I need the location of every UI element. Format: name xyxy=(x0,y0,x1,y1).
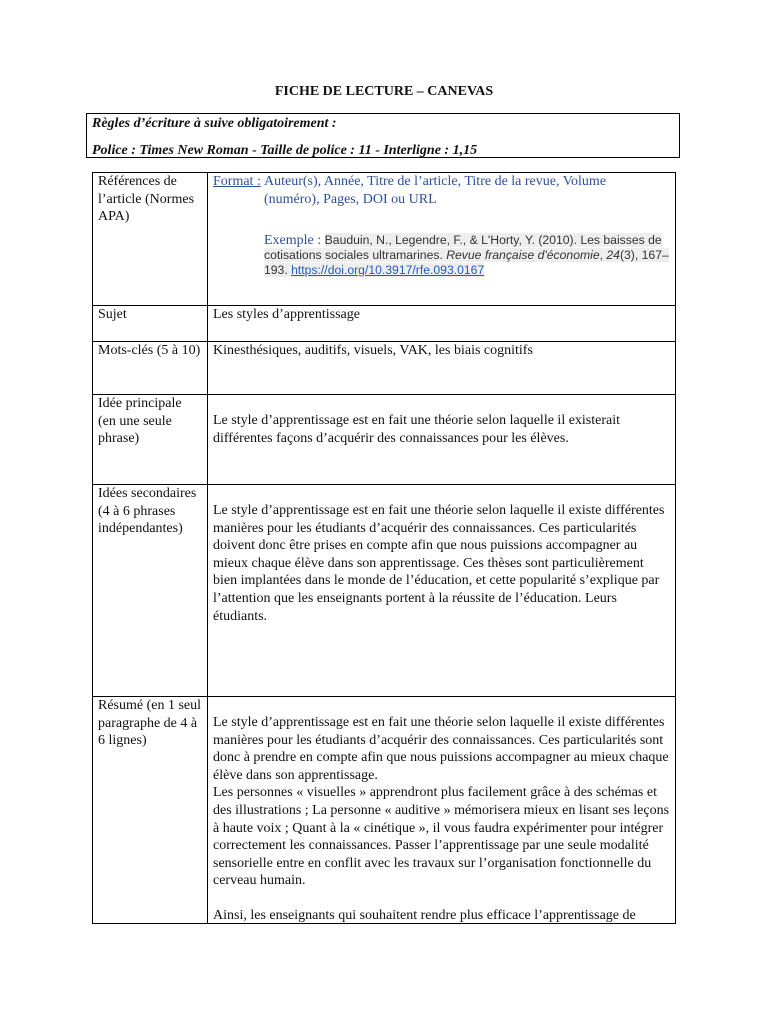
row-references xyxy=(93,173,676,306)
example-sep: , xyxy=(599,248,607,262)
value-idees-secondaires: Le style d’apprentissage est en fait une théorie selon laquelle il existe différentes manières pour les étudiants d’acquérir des connaissances. Ces particularités doivent donc être prises en compte afin que nous puissions accompagner au mieux chaque élève dans son apprentissage. Ces thèses sont particulièrement bien implantées dans le monde de l’éducation, et cette popularité s’explique par l’attention que les enseignants portent à la réussite de l’éducation. Leurs étudiants. xyxy=(213,503,665,624)
row-resume xyxy=(93,697,676,924)
example-doi-link[interactable]: https://doi.org/10.3917/rfe.093.0167 xyxy=(291,263,485,277)
resume-paragraph-3: Ainsi, les enseignants qui souhaitent rendre plus efficace l’apprentissage de xyxy=(213,907,636,923)
label-sujet: Sujet xyxy=(93,306,208,342)
format-text: Auteur(s), Année, Titre de l’article, Titre de la revue, Volume (numéro), Pages, DOI ou URL xyxy=(264,174,607,207)
cell-idees-secondaires xyxy=(208,485,676,697)
label-mots-cles: Mots-clés (5 à 10) xyxy=(93,342,208,395)
resume-paragraph-1: Le style d’apprentissage est en fait une théorie selon laquelle il existe différentes manières pour les étudiants d’acquérir des connaissances. Ces particularités sont donc à prendre en compte afin que nous puissions accompagner au mieux chaque élève dans son apprentissage. xyxy=(213,715,669,783)
reading-sheet-table xyxy=(92,172,676,924)
writing-rules-box xyxy=(86,113,680,158)
rules-line-2: Police : Times New Roman - Taille de police : 11 - Interligne : 1,15 xyxy=(92,143,478,158)
example-volume: 24 xyxy=(606,248,620,262)
example-journal: Revue française d'économie xyxy=(446,248,600,262)
cell-references xyxy=(208,173,676,306)
example-authors: Bauduin, N., Legendre, F., & L'Horty, Y. (2010). Les baisses de cotisations sociales ultramarines. xyxy=(264,233,662,262)
example-citation xyxy=(264,233,672,278)
value-sujet: Les styles d’apprentissage xyxy=(208,306,676,342)
format-label: Format : xyxy=(213,174,261,189)
label-references: Références de l’article (Normes APA) xyxy=(93,173,208,306)
label-resume: Résumé (en 1 seul paragraphe de 4 à 6 lignes) xyxy=(93,697,208,924)
value-idee-principale: Le style d’apprentissage est en fait une théorie selon laquelle il existerait différentes façons d’acquérir des connaissances pour les élèves. xyxy=(213,413,621,446)
page-title: FICHE DE LECTURE – CANEVAS xyxy=(274,84,494,99)
cell-idee-principale xyxy=(208,395,676,485)
value-mots-cles: Kinesthésiques, auditifs, visuels, VAK, les biais cognitifs xyxy=(208,342,676,395)
label-idees-secondaires: Idées secondaires (4 à 6 phrases indépendantes) xyxy=(93,485,208,697)
label-idee-principale: Idée principale (en une seule phrase) xyxy=(93,395,208,485)
example-pages: (3), 167–193. xyxy=(264,248,669,277)
cell-resume xyxy=(208,697,676,924)
row-idees-secondaires xyxy=(93,485,676,697)
row-mots-cles xyxy=(93,342,676,395)
row-sujet xyxy=(93,306,676,342)
example-label: Exemple : xyxy=(264,233,325,248)
row-idee-principale xyxy=(93,395,676,485)
resume-paragraph-2: Les personnes « visuelles » apprendront plus facilement grâce à des schémas et des illustrations ; La personne « auditive » mémorisera mieux en lisant ses leçons à haute voix ; Quant à la « cinétique », il vous faudra expérimenter pour intégrer correctement les connaissances. Passer l’apprentissage par une seule modalité sensorielle entre en conflit avec les travaux sur l’organisation fonctionnelle du cerveau humain. xyxy=(213,785,670,889)
rules-line-1: Règles d’écriture à suive obligatoirement : xyxy=(92,116,337,131)
